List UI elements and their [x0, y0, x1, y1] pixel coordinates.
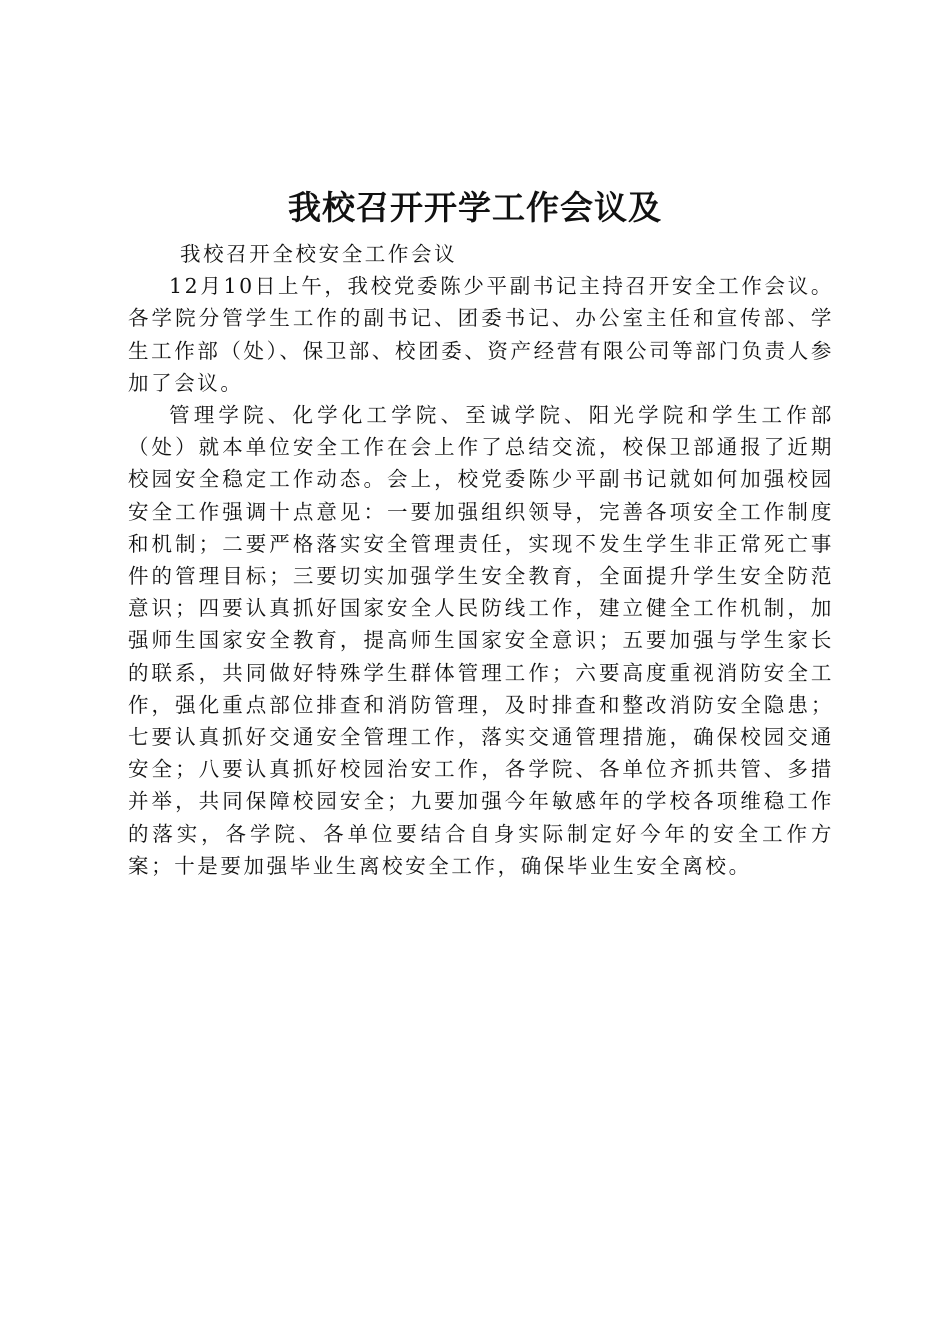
document-subtitle: 我校召开全校安全工作会议: [180, 242, 458, 266]
paragraph-1: 12月10日上午，我校党委陈少平副书记主持召开安全工作会议。各学院分管学生工作的副书记、团委书记、办公室主任和宣传部、学生工作部（处）、保卫部、校团委、资产经营有限公司等部门负责人参加了会议。: [128, 274, 834, 395]
document-body: [128, 238, 834, 882]
paragraph-2: 管理学院、化学化工学院、至诚学院、阳光学院和学生工作部（处）就本单位安全工作在会上作了总结交流，校保卫部通报了近期校园安全稳定工作动态。会上，校党委陈少平副书记就如何加强校园安全工作强调十点意见：一要加强组织领导，完善各项安全工作制度和机制；二要严格落实安全管理责任，实现不发生学生非正常死亡事件的管理目标；三要切实加强学生安全教育，全面提升学生安全防范意识；四要认真抓好国家安全人民防线工作，建立健全工作机制，加强师生国家安全教育，提高师生国家安全意识；五要加强与学生家长的联系，共同做好特殊学生群体管理工作；六要高度重视消防安全工作，强化重点部位排查和消防管理，及时排查和整改消防安全隐患；七要认真抓好交通安全管理工作，落实交通管理措施，确保校园交通安全；八要认真抓好校园治安工作，各学院、各单位齐抓共管、多措并举，共同保障校园安全；九要加强今年敏感年的学校各项维稳工作的落实，各学院、各单位要结合自身实际制定好今年的安全工作方案；十是要加强毕业生离校安全工作，确保毕业生安全离校。: [128, 403, 834, 878]
document-title: 我校召开开学工作会议及: [288, 188, 662, 227]
